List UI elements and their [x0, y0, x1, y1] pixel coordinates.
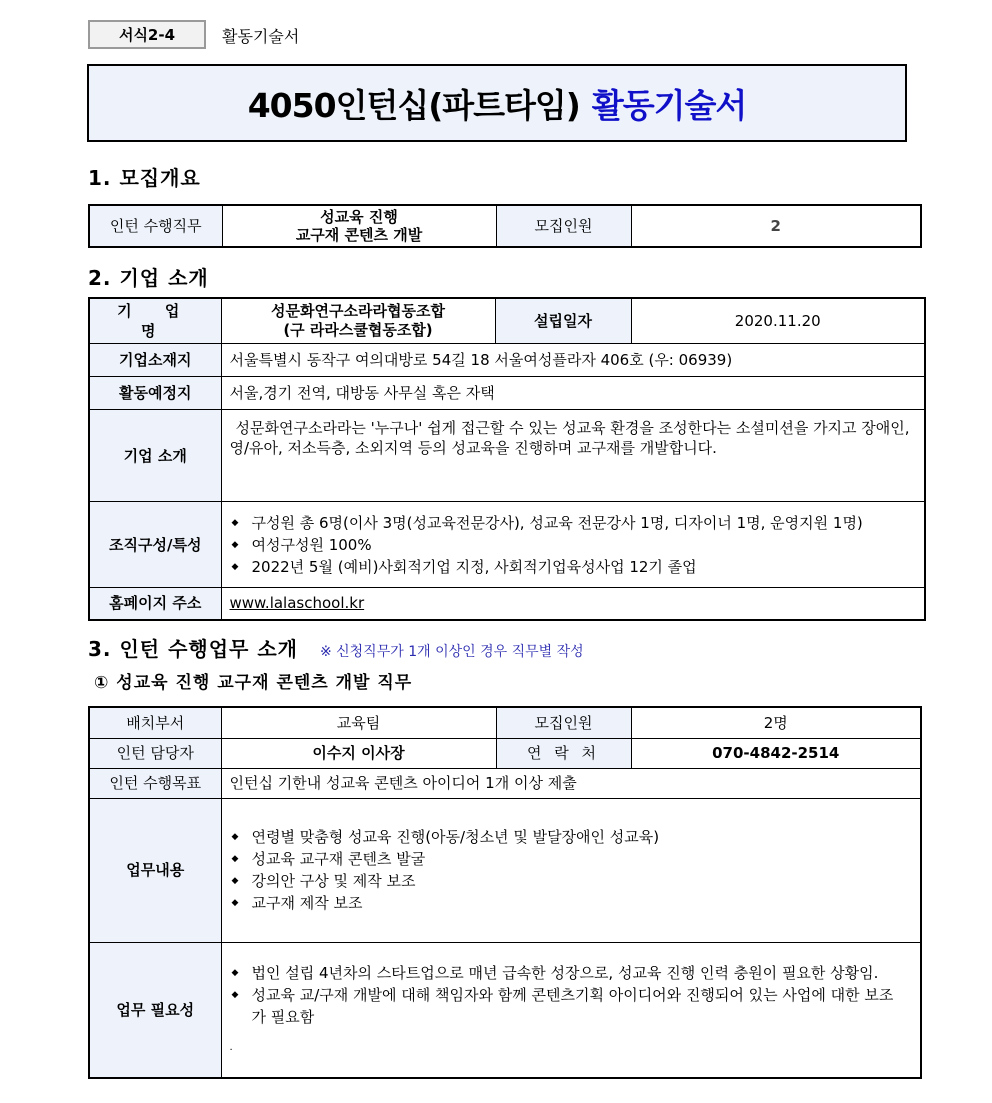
department-value: 교육팀 [221, 707, 496, 738]
job-value-line2: 교구재 콘텐츠 개발 [295, 226, 423, 244]
activity-location-label: 활동예정지 [89, 377, 221, 410]
section-heading-company: 2. 기업 소개 [88, 266, 209, 290]
job-recruit-label: 모집인원 [496, 707, 631, 738]
section-heading-recruitment: 1. 모집개요 [88, 166, 201, 190]
founded-value: 2020.11.20 [631, 298, 925, 344]
section-heading-duties [88, 633, 584, 662]
company-name-label: 기 업 명 [89, 298, 221, 344]
job-label: 인턴 수행직무 [89, 205, 222, 247]
activity-location-value: 서울,경기 전역, 대방동 사무실 혹은 자택 [221, 377, 925, 410]
goal-label: 인턴 수행목표 [89, 768, 221, 798]
document-title [87, 64, 907, 142]
form-number-tag [88, 20, 206, 49]
recruitment-table [88, 204, 922, 248]
necessity-item: ◆ 법인 설립 4년차의 스타트업으로 매년 급속한 성장으로, 성교육 진행 인력 충원이 필요한 상황임. [230, 962, 900, 984]
organization-value [221, 502, 925, 588]
tasks-value [221, 798, 921, 942]
recruit-count-label: 모집인원 [496, 205, 631, 247]
task-item: ◆ 연령별 맞춤형 성교육 진행(아동/청소년 및 발달장애인 성교육) [230, 826, 913, 848]
form-number-label: 서식2-4 [118, 26, 176, 44]
contact-label: 연 락 처 [496, 738, 631, 768]
manager-label: 인턴 담당자 [89, 738, 221, 768]
form-type-label: 활동기술서 [222, 27, 300, 46]
company-intro-label: 기업 소개 [89, 410, 221, 502]
section-note: ※ 신청직무가 1개 이상인 경우 직무별 작성 [319, 644, 584, 660]
tasks-label: 업무내용 [89, 798, 221, 942]
homepage-link[interactable]: www.lalaschool.kr [229, 594, 365, 613]
company-name-value [221, 298, 495, 344]
founded-label: 설립일자 [495, 298, 631, 344]
task-item: ◆ 성교육 교구재 콘텐츠 발굴 [230, 848, 913, 870]
company-intro-value: 성문화연구소라라는 '누구나' 쉽게 접근할 수 있는 성교육 환경을 조성한다는 소셜미션을 가지고 장애인, 영/유아, 저소득층, 소외지역 등의 성교육을 진행하며 교구재를 개발합니다. [221, 410, 925, 502]
organization-label: 조직구성/특성 [89, 502, 221, 588]
organization-item: ◆ 여성구성원 100% [230, 534, 870, 556]
title-accent: 활동기술서 [591, 85, 747, 125]
contact-value: 070-4842-2514 [631, 738, 921, 768]
necessity-label: 업무 필요성 [89, 942, 221, 1078]
address-value: 서울특별시 동작구 여의대방로 54길 18 서울여성플라자 406호 (우: 06939) [221, 344, 925, 377]
job-detail-table [88, 706, 922, 1079]
necessity-item: ◆ 성교육 교/구재 개발에 대해 책임자와 함께 콘텐츠기획 아이디어와 진행되어 있는 사업에 대한 보조가 필요함 [230, 984, 900, 1028]
task-item: ◆ 교구재 제작 보조 [230, 892, 913, 914]
department-label: 배치부서 [89, 707, 221, 738]
organization-item: ◆ 2022년 5월 (예비)사회적기업 지정, 사회적기업육성사업 12기 졸업 [230, 556, 870, 578]
homepage-cell [221, 588, 925, 620]
necessity-trailing: . [229, 1041, 233, 1053]
address-label: 기업소재지 [89, 344, 221, 377]
section-heading-duties-text: 3. 인턴 수행업무 소개 [88, 637, 298, 661]
organization-item: ◆ 구성원 총 6명(이사 3명(성교육전문강사), 성교육 전문강사 1명, 디자이너 1명, 운영지원 1명) [230, 512, 870, 534]
recruit-count-value: 2 [631, 205, 921, 247]
title-main: 4050인턴십(파트타임) [247, 85, 580, 125]
job-subheading: ① 성교육 진행 교구재 콘텐츠 개발 직무 [94, 673, 413, 693]
task-item: ◆ 강의안 구상 및 제작 보조 [230, 870, 913, 892]
goal-value: 인턴십 기한내 성교육 콘텐츠 아이디어 1개 이상 제출 [221, 768, 921, 798]
company-table [88, 297, 926, 621]
company-name-line1: 성문화연구소라라협동조합 [271, 302, 445, 320]
job-recruit-value: 2명 [631, 707, 921, 738]
company-name-line2: (구 라라스쿨협동조합) [283, 321, 433, 339]
job-value-line1: 성교육 진행 [320, 208, 398, 226]
job-value [222, 205, 496, 247]
manager-value: 이수지 이사장 [221, 738, 496, 768]
necessity-value [221, 942, 921, 1078]
homepage-label: 홈페이지 주소 [89, 588, 221, 620]
